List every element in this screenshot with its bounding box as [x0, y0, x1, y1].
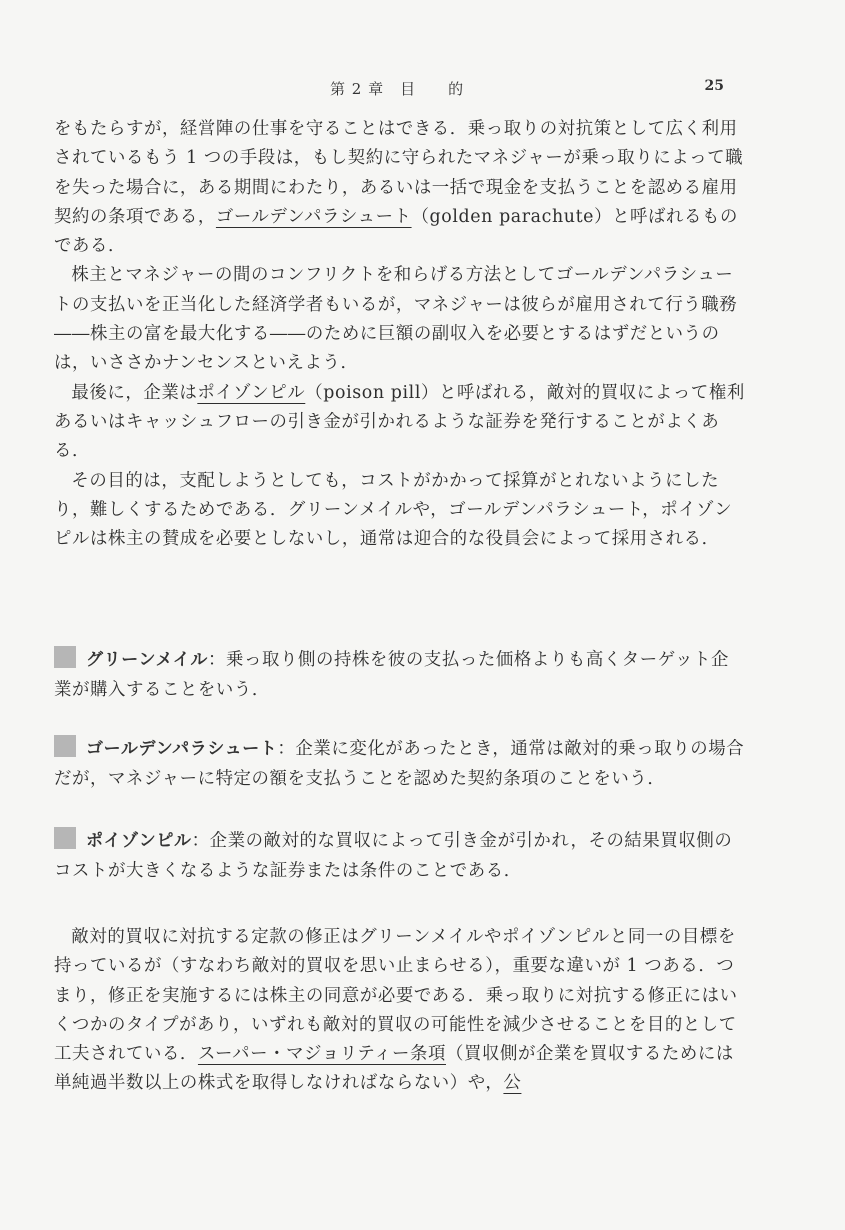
term-super-majority: スーパー・マジョリティー条項: [197, 1044, 446, 1065]
glossary-item-poison-pill: [54, 826, 746, 886]
glossary-term-name: ゴールデンパラシュート: [86, 739, 278, 759]
glossary-item-greenmail: [54, 645, 746, 705]
glossary-definition: ：企業に変化があったとき，通常は敵対的乗っ取りの場合だが，マネジャーに特定の額を支払うことを認めた契約条項のことをいう．: [54, 739, 745, 789]
glossary-square-icon: [54, 827, 76, 849]
term-poison-pill: ポイゾンピル: [197, 382, 306, 403]
paragraph-2: 株主とマネジャーの間のコンフリクトを和らげる方法としてゴールデンパラシュートの支払いを正当化した経済学者もいるが，マネジャーは彼らが雇用されて行う職務――株主の富を最大化する――のために巨額の副収入を必要とするはずだというのは，いささかナンセンスといえよう．: [54, 265, 738, 374]
term-golden-parachute: ゴールデンパラシュート: [215, 206, 412, 227]
closing-text: [54, 923, 746, 1099]
paragraph-3: [54, 379, 746, 467]
page-number: 25: [704, 78, 724, 94]
paragraph-5-text-a: 敵対的買収に対抗する定款の修正はグリーンメイルやポイゾンピルと同一の目標を持っているが（すなわち敵対的買収を思い止まらせる），重要な違いが 1 つある．つまり，修正を実施するには株主の同意が必要である．乗っ取りに対抗する修正にはいくつかのタイプがあり，いずれも敵対的買収の可能性を減少させることを目的として工夫されている．: [54, 927, 738, 1065]
paragraph-5: [54, 923, 746, 1099]
glossary-term-name: ポイゾンピル: [86, 831, 192, 851]
paragraph-1: [54, 115, 746, 261]
paragraph-5-text-b: （買収側が企業を買収するためには単純過半数以上の株式を取得しなければならない）や，: [54, 1044, 734, 1094]
paragraph-3-text-a: 最後に，企業は: [71, 382, 198, 403]
paragraph-1-text-a: をもたらすが，経営陣の仕事を守ることはできる．乗っ取りの対抗策として広く利用されているもう 1 つの手段は，もし契約に守られたマネジャーが乗っ取りによって職を失った場合に，ある期間にわたり，あるいは一括で現金を支払うことを認める雇用契約の条項である，: [54, 119, 744, 227]
glossary-term-name: グリーンメイル: [86, 650, 209, 670]
paragraph-3-text-b: （poison pill）と呼ばれる，敵対的買収によって権利あるいはキャッシュフローの引き金が引かれるような証券を発行することがよくある．: [54, 382, 745, 462]
glossary-item-golden-parachute: [54, 734, 746, 794]
term-continued: 公: [503, 1073, 522, 1094]
glossary-definition: ：企業の敵対的な買収によって引き金が引かれ，その結果買収側のコストが大きくなるような証券または条件のことである．: [54, 831, 733, 881]
glossary-square-icon: [54, 646, 76, 668]
paragraph-1-text-b: （golden parachute）と呼ばれるものである．: [54, 206, 738, 257]
chapter-title: 第 2 章 目 的: [330, 80, 465, 98]
paragraph-4: その目的は，支配しようとしても，コストがかかって採算がとれないようにしたり，難しくするためである．グリーンメイルや，ゴールデンパラシュート，ポイゾンピルは株主の賛成を必要としないし，通常は迎合的な役員会によって採用される．: [54, 470, 733, 550]
main-text: [54, 115, 746, 554]
running-header: [54, 78, 744, 102]
glossary-square-icon: [54, 735, 76, 757]
glossary-definition: ：乗っ取り側の持株を彼の支払った価格よりも高くターゲット企業が購入することをいう．: [54, 650, 730, 700]
